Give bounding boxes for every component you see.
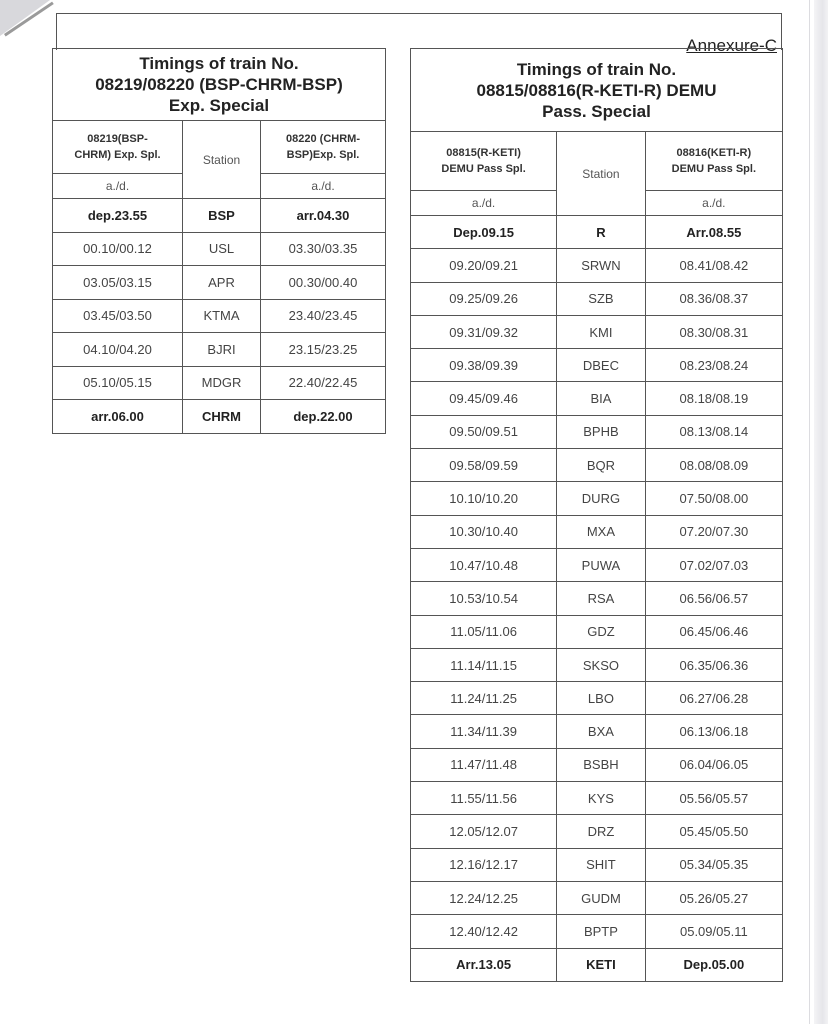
station-cell: BSP [183,199,261,233]
header-line: DEMU Pass Spl. [671,163,757,175]
down-timing-cell: 08.41/08.42 [645,249,782,282]
up-timing-cell: 11.34/11.39 [411,715,557,748]
header-station: Station [183,121,261,199]
title-line: Timings of train No. [139,54,299,73]
table-row [411,615,783,648]
table-row [411,948,783,981]
up-timing-cell: Dep.09.15 [411,216,557,249]
document-frame [56,13,782,55]
table-title [53,49,386,121]
table-row [411,216,783,249]
table-row [53,232,386,266]
station-cell: KTMA [183,299,261,333]
header-down-train [645,132,782,191]
down-timing-cell: 05.56/05.57 [645,782,782,815]
table-row [53,333,386,367]
station-cell: BJRI [183,333,261,367]
down-timing-cell: dep.22.00 [261,400,386,434]
up-timing-cell: 12.24/12.25 [411,881,557,914]
header-line: CHRM) Exp. Spl. [74,149,161,161]
down-timing-cell: 08.30/08.31 [645,315,782,348]
station-cell: CHRM [183,400,261,434]
station-cell: MDGR [183,366,261,400]
down-timing-cell: 08.08/08.09 [645,449,782,482]
up-timing-cell: 11.05/11.06 [411,615,557,648]
title-line: 08219/08220 (BSP-CHRM-BSP) [95,75,343,94]
down-timing-cell: Dep.05.00 [645,948,782,981]
down-timing-cell: 03.30/03.35 [261,232,386,266]
down-timing-cell: 07.02/07.03 [645,548,782,581]
up-timing-cell: Arr.13.05 [411,948,557,981]
header-down-train [261,121,386,174]
table-row [411,915,783,948]
header-line: 08220 (CHRM- [286,133,360,145]
table-row [53,299,386,333]
down-timing-cell: 05.26/05.27 [645,881,782,914]
up-timing-cell: 12.16/12.17 [411,848,557,881]
up-timing-cell: 00.10/00.12 [53,232,183,266]
up-timing-cell: 10.47/10.48 [411,548,557,581]
down-timing-cell: 05.45/05.50 [645,815,782,848]
table-row [411,815,783,848]
up-timing-cell: 04.10/04.20 [53,333,183,367]
table-row [411,482,783,515]
header-down-ad: a./d. [645,191,782,216]
station-cell: DURG [557,482,646,515]
station-cell: KMI [557,315,646,348]
header-line: 08219(BSP- [87,133,148,145]
up-timing-cell: 09.38/09.39 [411,349,557,382]
station-cell: BPTP [557,915,646,948]
header-up-train [411,132,557,191]
station-cell: USL [183,232,261,266]
table-row [53,266,386,300]
station-cell: GDZ [557,615,646,648]
down-timing-cell: 05.34/05.35 [645,848,782,881]
table-row [411,582,783,615]
title-line: Exp. Special [168,96,270,115]
header-station: Station [557,132,646,216]
up-timing-cell: 10.53/10.54 [411,582,557,615]
table-row [411,315,783,348]
down-timing-cell: 08.23/08.24 [645,349,782,382]
page-edge-line [809,0,810,1024]
up-timing-cell: 09.50/09.51 [411,415,557,448]
table-row [53,366,386,400]
table-row [411,748,783,781]
timetable-08219-08220 [52,48,386,434]
station-cell: DRZ [557,815,646,848]
station-cell: SHIT [557,848,646,881]
up-timing-cell: 11.24/11.25 [411,682,557,715]
up-timing-cell: dep.23.55 [53,199,183,233]
up-timing-cell: 09.25/09.26 [411,282,557,315]
table-row [411,349,783,382]
station-cell: LBO [557,682,646,715]
station-cell: BXA [557,715,646,748]
station-cell: BIA [557,382,646,415]
up-timing-cell: 09.58/09.59 [411,449,557,482]
station-cell: KETI [557,948,646,981]
up-timing-cell: 09.31/09.32 [411,315,557,348]
table-row [411,848,783,881]
table-row [411,682,783,715]
down-timing-cell: 08.18/08.19 [645,382,782,415]
down-timing-cell: 06.04/06.05 [645,748,782,781]
header-down-ad: a./d. [261,174,386,199]
down-timing-cell: 23.40/23.45 [261,299,386,333]
station-cell: BSBH [557,748,646,781]
up-timing-cell: 12.05/12.07 [411,815,557,848]
station-cell: DBEC [557,349,646,382]
down-timing-cell: 06.56/06.57 [645,582,782,615]
station-cell: GUDM [557,881,646,914]
title-line: Timings of train No. [516,59,677,79]
down-timing-cell: Arr.08.55 [645,216,782,249]
table-row [53,199,386,233]
station-cell: KYS [557,782,646,815]
up-timing-cell: 11.14/11.15 [411,648,557,681]
up-timing-cell: 12.40/12.42 [411,915,557,948]
down-timing-cell: 00.30/00.40 [261,266,386,300]
down-timing-cell: 23.15/23.25 [261,333,386,367]
table-row [411,382,783,415]
title-line: 08815/08816(R-KETI-R) DEMU [476,80,717,100]
up-timing-cell: 05.10/05.15 [53,366,183,400]
up-timing-cell: 03.45/03.50 [53,299,183,333]
up-timing-cell: 09.45/09.46 [411,382,557,415]
down-timing-cell: 07.20/07.30 [645,515,782,548]
station-cell: R [557,216,646,249]
header-up-train [53,121,183,174]
title-line: Pass. Special [542,101,651,121]
up-timing-cell: 11.47/11.48 [411,748,557,781]
station-cell: MXA [557,515,646,548]
station-cell: PUWA [557,548,646,581]
up-timing-cell: arr.06.00 [53,400,183,434]
header-line: DEMU Pass Spl. [441,163,526,175]
down-timing-cell: 08.36/08.37 [645,282,782,315]
table-title [411,49,783,132]
up-timing-cell: 03.05/03.15 [53,266,183,300]
down-timing-cell: 06.27/06.28 [645,682,782,715]
timetable-08815-08816 [410,48,783,982]
down-timing-cell: 22.40/22.45 [261,366,386,400]
table-row [411,648,783,681]
station-cell: SKSO [557,648,646,681]
header-line: 08815(R-KETI) [446,147,521,159]
up-timing-cell: 09.20/09.21 [411,249,557,282]
station-cell: BPHB [557,415,646,448]
table-row [411,449,783,482]
down-timing-cell: arr.04.30 [261,199,386,233]
header-line: 08816(KETI-R) [676,147,752,159]
station-cell: APR [183,266,261,300]
table-row [53,400,386,434]
header-line: BSP)Exp. Spl. [286,149,360,161]
page-edge [814,0,828,1024]
table-row [411,782,783,815]
annexure-label: Annexure-C [686,36,777,55]
up-timing-cell: 10.30/10.40 [411,515,557,548]
down-timing-cell: 07.50/08.00 [645,482,782,515]
table-row [411,548,783,581]
table-row [411,282,783,315]
station-cell: RSA [557,582,646,615]
down-timing-cell: 08.13/08.14 [645,415,782,448]
down-timing-cell: 06.45/06.46 [645,615,782,648]
station-cell: BQR [557,449,646,482]
down-timing-cell: 06.13/06.18 [645,715,782,748]
table-row [411,515,783,548]
down-timing-cell: 05.09/05.11 [645,915,782,948]
up-timing-cell: 10.10/10.20 [411,482,557,515]
table-row [411,881,783,914]
up-timing-cell: 11.55/11.56 [411,782,557,815]
header-up-ad: a./d. [411,191,557,216]
header-up-ad: a./d. [53,174,183,199]
table-row [411,415,783,448]
table-row [411,249,783,282]
station-cell: SRWN [557,249,646,282]
station-cell: SZB [557,282,646,315]
table-row [411,715,783,748]
down-timing-cell: 06.35/06.36 [645,648,782,681]
